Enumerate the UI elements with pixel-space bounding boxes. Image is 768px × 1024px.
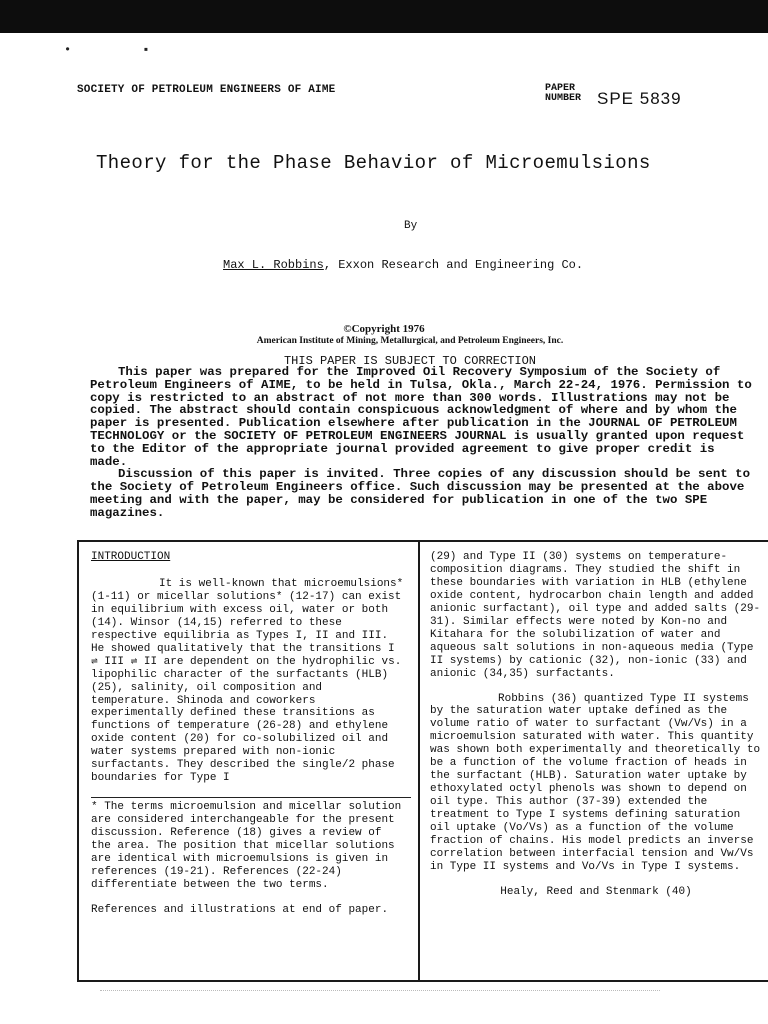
footnote: * The terms microemulsion and micellar solution are considered interchangeable for the present discussion. Reference (18) gives a review of the area. The position that micellar solutions are identical with microemulsions is given in references (19-21). References (22-24) differentiate between the two terms. bbox=[91, 801, 402, 891]
by-line: By bbox=[404, 220, 418, 232]
scan-top-border bbox=[0, 0, 768, 33]
spacer bbox=[430, 874, 762, 886]
intro-paragraph: It is well-known that microemulsions* (1-11) or micellar solutions* (12-17) can exist in equilibrium with excess oil, water or both (14). Winsor (14,15) referred to these respective equilibria as Types I, II and III. He showed qualitatively that the transitions I ⇌ III ⇌ II are dependent on the hydrophilic vs. lipophilic character of the surfactants (HLB) (25), salinity, oil composition and temperature. Shinoda and coworkers experimentally defined these transitions as functions of temperature (26-28) and ethylene oxide content (20) for co-solubilized oil and water systems prepared with non-ionic surfactants. They described the single/2 phase boundaries for Type I bbox=[91, 577, 404, 785]
spacer bbox=[91, 785, 407, 797]
paper-title: Theory for the Phase Behavior of Microemulsions bbox=[96, 152, 651, 174]
copyright-line: ©Copyright 1976 bbox=[343, 323, 425, 335]
scan-noise bbox=[100, 990, 660, 997]
author-line bbox=[223, 258, 583, 272]
left-column bbox=[91, 551, 407, 917]
institute-line: American Institute of Mining, Metallurgical, and Petroleum Engineers, Inc. bbox=[256, 336, 564, 346]
paper-label-line-1: PAPER bbox=[545, 83, 576, 94]
author-affiliation: , Exxon Research and Engineering Co. bbox=[323, 258, 584, 272]
paper-number-label bbox=[545, 84, 581, 104]
column-divider bbox=[418, 540, 420, 982]
references-note: References and illustrations at end of paper. bbox=[91, 903, 389, 916]
body-paragraph: Healy, Reed and Stenmark (40) bbox=[500, 885, 692, 898]
section-heading: INTRODUCTION bbox=[91, 551, 171, 563]
body-paragraph: (29) and Type II (30) systems on temperature-composition diagrams. They studied the shift in these boundaries with variation in HLB (ethylene oxide content, hydrocarbon chain length and added anionic surfactant), oil type and added salts (29-31). Similar effects were noted by Kon-no and Kitahara for the solubilization of water and aqueous salt solutions in non-aqueous media (Type II systems) by cationic (32), non-ionic (33) and anionic (34,35) surfactants. bbox=[430, 551, 761, 680]
society-header: SOCIETY OF PETROLEUM ENGINEERS OF AIME bbox=[77, 84, 336, 96]
paper-number: SPE 5839 bbox=[597, 89, 682, 108]
spacer bbox=[430, 681, 762, 693]
author-name: Max L. Robbins bbox=[223, 258, 324, 272]
notice-paragraph: Discussion of this paper is invited. Three copies of any discussion should be sent to the Society of Petroleum Engineers office. Such discussion may be presented at the above meeting and with the paper, may be considered for publication in one of the two SPE magazines. bbox=[90, 467, 751, 520]
right-column bbox=[430, 551, 762, 899]
notice-paragraph: This paper was prepared for the Improved Oil Recovery Symposium of the Society of Petroleum Engineers of AIME, to be held in Tulsa, Okla., March 22-24, 1976. Permission to copy is restricted to an abstract of not more than 300 words. Illustrations may not be copied. The abstract should contain conspicuous acknowledgment of where and by whom the paper is presented. Publication elsewhere after publication in the JOURNAL OF PETROLEUM TECHNOLOGY or the SOCIETY OF PETROLEUM ENGINEERS JOURNAL is usually granted upon request to the Editor of the appropriate journal provided agreement to give proper credit is made. bbox=[90, 365, 752, 469]
body-paragraph: Robbins (36) quantized Type II systems by the saturation water uptake defined as the volume ratio of water to surfactant (Vw/Vs) in a microemulsion saturated with water. This quantity was shown both experimentally and theoretically to be a function of the volume fraction of heads in the surfactant (HLB). Saturation water uptake by ethoxylated octyl phenols was shown to depend on oil type. This author (37-39) extended the treatment to Type I systems defining saturation oil uptake (Vo/Vs) as a function of the volume fraction of chains. His model predicts an inverse correlation between interfacial tension and Vw/Vs in Type II systems and Vo/Vs in Type I systems. bbox=[430, 692, 761, 873]
permission-notice bbox=[90, 366, 754, 520]
spacer bbox=[91, 892, 407, 904]
footnote-rule bbox=[91, 797, 411, 798]
paper-label-line-2: NUMBER bbox=[545, 93, 582, 104]
scan-specks: • ▪ bbox=[64, 43, 182, 57]
correction-notice-heading: THIS PAPER IS SUBJECT TO CORRECTION bbox=[283, 354, 537, 368]
